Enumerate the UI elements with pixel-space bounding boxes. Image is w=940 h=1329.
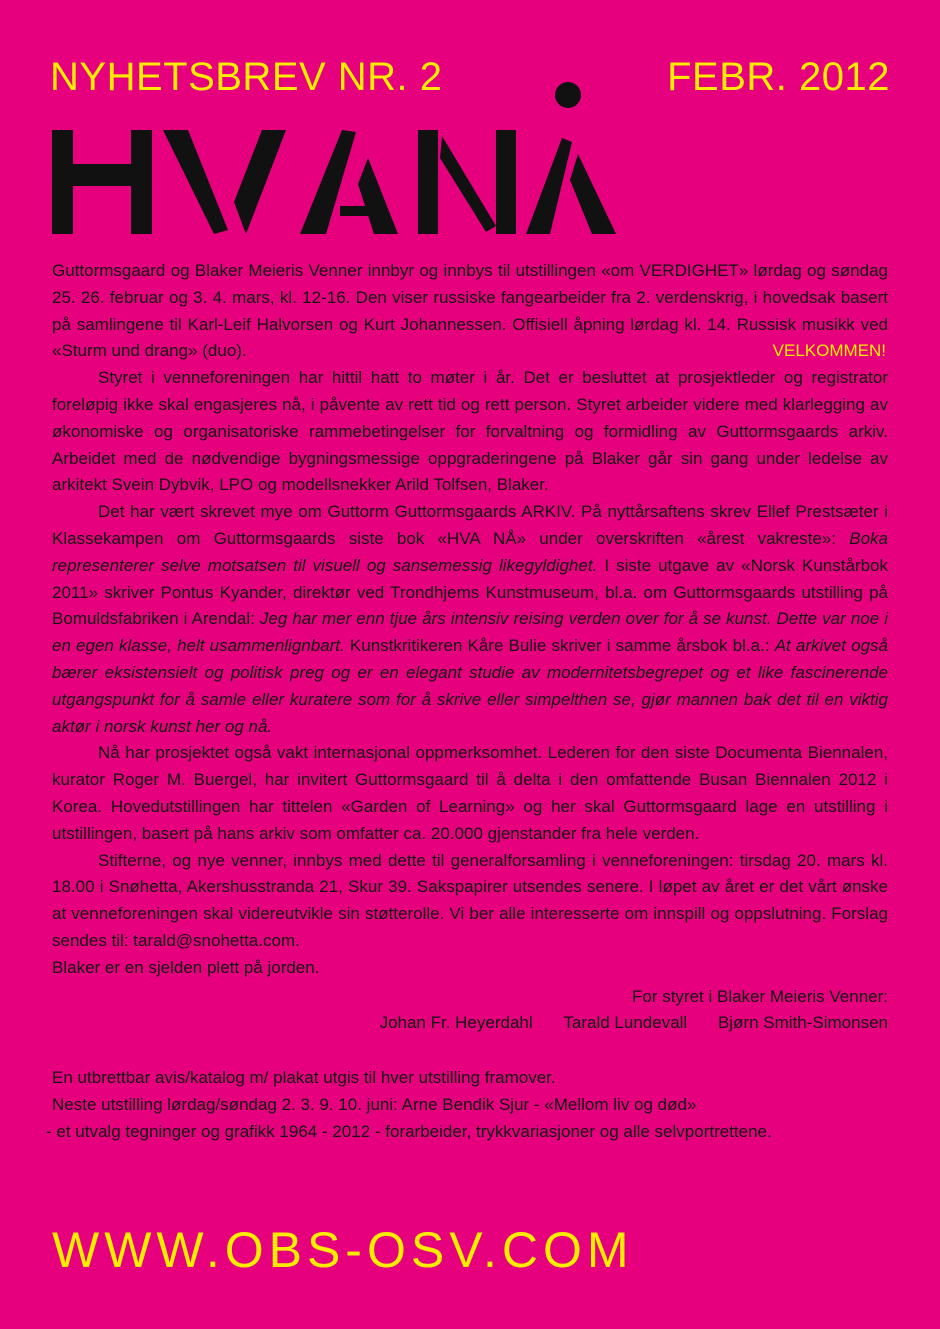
paragraph-board: Styret i venneforeningen har hittil hatt to møter i år. Det er besluttet at prosjektleder og registrator foreløpig ikke skal engasjeres nå, i påvente av rett tid og rett person. Styret arbeider videre med klarlegging av økonomiske og organisatoriske rammebetingelser for forvaltning og formidling av Guttormsgaards arkiv. Arbeidet med de nødvendige bygningsmessige oppgraderingene på Blaker går sin gang under ledelse av arkitekt Svein Dybvik, LPO og modellsnekker Arild Tolfsen, Blaker. xyxy=(52,368,888,495)
logo-letter-a-bar xyxy=(340,206,376,216)
signature-names xyxy=(52,1010,888,1037)
logo-letter-aa-ring xyxy=(555,82,581,108)
paragraph-international: Nå har prosjektet også vakt internasjonal oppmerksomhet. Lederen for den siste Documenta Biennalen, kurator Roger M. Buergel, har invitert Guttormsgaard til å delta i den omfattende Busan Biennalen 2012 i Korea. Hovedutstillingen har tittelen «Garden of Learning» og her skal Guttormsgaard lage en utstilling i utstillingen, basert på hans arkiv som omfatter ca. 20.000 gjenstander fra hele verden. xyxy=(52,743,888,843)
signature-name: Johan Fr. Heyerdahl xyxy=(379,1013,533,1033)
newsletter-number: NYHETSBREV NR. 2 xyxy=(50,55,443,99)
website-url[interactable]: WWW.OBS-OSV.COM xyxy=(52,1222,634,1278)
logo-letter-v-right xyxy=(234,130,286,234)
press-text-3: Kunstkritikeren Kåre Bulie skriver i samme årsbok bl.a.: xyxy=(344,636,775,656)
signature-name: Bjørn Smith-Simonsen xyxy=(717,1013,888,1033)
exhibition-text: Guttormsgaard og Blaker Meieris Venner innbyr og innbys til utstillingen «om VERDIGHET» lørdag og søndag 25. 26. februar og 3. 4. mars, kl. 12-16. Den viser russiske fangearbeider fra 2. verdenskrig, i hovedsak basert på samlingene til Karl-Leif Halvorsen og Kurt Johannessen. Offisiell åpning lørdag kl. 14. Russisk musikk ved «Sturm und drang» (duo). xyxy=(52,261,888,361)
press-quote-2: Jeg har mer enn tjue års intensiv reising verden over for å se kunst. Dette var noe i en egen klasse, helt usammenlignbart. xyxy=(52,609,888,656)
logo-letter-h-bar xyxy=(73,164,131,186)
logo-letter-n-diag xyxy=(440,136,496,232)
newsletter-body xyxy=(46,258,888,1146)
paragraph-archive-press xyxy=(52,499,888,740)
paragraph-exhibition xyxy=(52,258,888,365)
signature-line: For styret i Blaker Meieris Venner: xyxy=(631,986,888,1006)
logo-letter-a-left xyxy=(300,130,356,234)
logo-letter-aa-right xyxy=(570,154,616,234)
logo-letter-n-left xyxy=(418,130,438,234)
logo-letter-v-left xyxy=(163,130,228,234)
paragraph-closing: Blaker er en sjelden plett på jorden. xyxy=(52,957,320,977)
logo-letter-aa-left xyxy=(526,138,572,234)
logo-letter-h-right xyxy=(131,130,152,234)
press-quote-1: Boka representerer selve motsatsen til visuell og sansemessig likegyldighet. xyxy=(52,528,888,575)
footer-line-2: Neste utstilling lørdag/søndag 2. 3. 9. 10. juni: Arne Bendik Sjur - «Mellom liv og død» xyxy=(52,1094,697,1114)
logo-letter-a-right xyxy=(358,158,398,234)
upcoming-info xyxy=(46,1065,888,1145)
logo-letter-n-right xyxy=(496,130,516,234)
paragraph-general-meeting: Stifterne, og nye venner, innbys med dette til generalforsamling i venneforeningen: tirsdag 20. mars kl. 18.00 i Snøhetta, Akershusstranda 21, Skur 39. Sakspapirer utsendes senere. I løpet av året er det vårt ønske at venneforeningen skal videreutvikle sin støtterolle. Vi ber alle interesserte om innspill og oppslutning. Forslag sendes til: tarald@snohetta.com. xyxy=(52,850,888,950)
issue-date: FEBR. 2012 xyxy=(667,55,890,99)
logo-letter-h-left xyxy=(52,130,73,234)
hva-na-logo xyxy=(50,80,620,240)
footer-line-3: - et utvalg tegninger og grafikk 1964 - 2012 - forarbeider, trykkvariasjoner og alle selvportrettene. xyxy=(46,1121,772,1141)
footer-line-1: En utbrettbar avis/katalog m/ plakat utgis til hver utstilling framover. xyxy=(52,1068,556,1088)
signature-name: Tarald Lundevall xyxy=(563,1013,688,1033)
press-quote-3: At arkivet også bærer eksistensielt og politisk preg og er en elegant studie av modernitetsbegrepet og et like fascinerende utgangspunkt for å samle eller kuratere som for å skrive eller simpelthen se, gjør mannen bak det til en viktig aktør i norsk kunst her og nå. xyxy=(52,636,888,736)
welcome-text: VELKOMMEN! xyxy=(772,341,886,361)
press-text-1: Det har vært skrevet mye om Guttorm Guttormsgaards ARKIV. På nyttårsaftens skrev Ellef Prestsæter i Klassekampen om Guttormsgaards siste bok «HVA NÅ» under overskriften «årest vakreste»: xyxy=(52,502,888,548)
press-text-2: I siste utgave av «Norsk Kunstårbok 2011» skriver Pontus Kyander, direktør ved Trondhjems Kunstmuseum, bl.a. om Guttormsgaards utstilling på Bomuldsfabriken i Arendal: xyxy=(52,555,888,629)
